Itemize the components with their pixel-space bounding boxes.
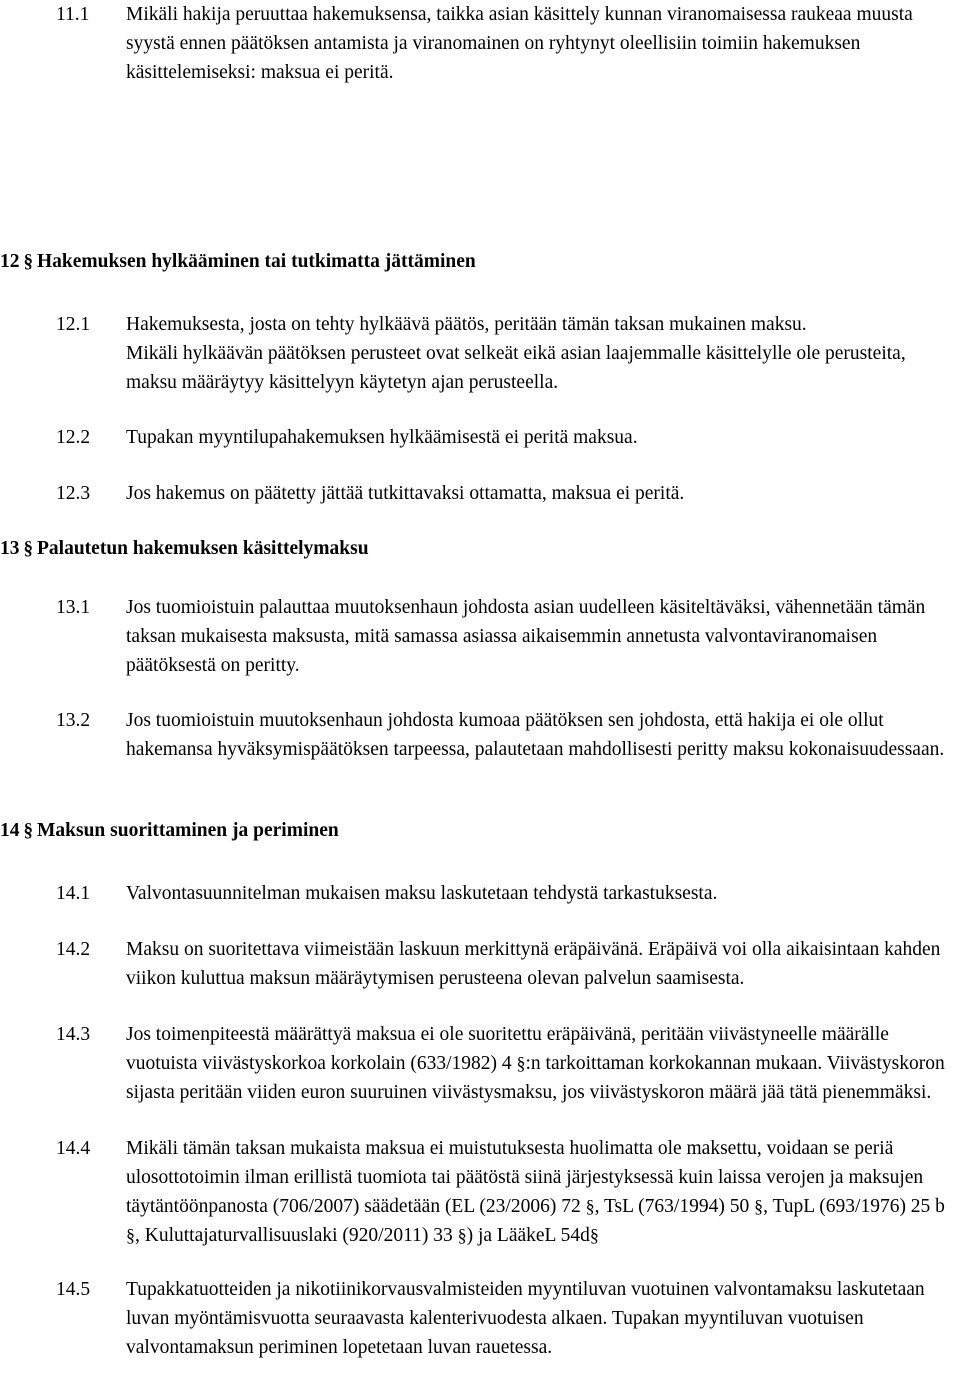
clause-number: 14.3 — [56, 1024, 91, 1045]
clause-number: 14.1 — [56, 883, 91, 904]
clause-text-part: ) ja LääkeL 54d — [466, 1225, 590, 1246]
clause-number: 14.2 — [56, 939, 91, 960]
clause-number: 12.3 — [56, 483, 91, 504]
clause-number: 11.1 — [56, 4, 90, 25]
heading-number: 12 — [0, 251, 20, 272]
section-sign-icon: § — [516, 1053, 526, 1073]
clause-text — [126, 1134, 956, 1250]
section-sign-icon: § — [585, 1196, 595, 1216]
clause-14-5 — [56, 1275, 956, 1362]
clause-text-part: , TsL (763/1994) 50 — [594, 1196, 755, 1217]
section-sign-icon: § — [589, 1225, 599, 1245]
clause-number: 12.1 — [56, 314, 91, 335]
clause-number: 13.2 — [56, 710, 91, 731]
section-sign-icon: § — [23, 538, 33, 559]
section-sign-icon: § — [457, 1225, 467, 1245]
clause-12-3 — [56, 479, 956, 508]
clause-text-part: , TupL (693/1976) 25 b — [763, 1196, 945, 1217]
heading-title: Palautetun hakemuksen käsittelymaksu — [37, 538, 369, 559]
clause-14-4 — [56, 1134, 956, 1250]
clause-number: 14.4 — [56, 1138, 91, 1159]
clause-14-1 — [56, 879, 956, 908]
section-sign-icon: § — [23, 820, 33, 841]
section-heading-14 — [0, 816, 339, 845]
clause-text: Tupakan myyntilupahakemuksen hylkäämisestä ei peritä maksua. — [126, 427, 638, 448]
clause-14-3 — [56, 1020, 956, 1107]
clause-text-continued: Mikäli hylkäävän päätöksen perusteet ovat selkeät eikä asian laajemmalle käsittelylle ole perusteita, maksu määräytyy käsittelyyn käytetyn ajan perusteella. — [126, 343, 906, 393]
clause-12-1 — [56, 310, 956, 397]
clause-text: Jos tuomioistuin muutoksenhaun johdosta kumoaa päätöksen sen johdosta, että hakija ei ole ollut hakemansa hyväksymispäätöksen tarpeessa, palautetaan mahdollisesti peritty maksu kokonaisuudessaan. — [126, 710, 945, 760]
clause-11-1 — [56, 0, 956, 87]
clause-text: Jos hakemus on päätetty jättää tutkittavaksi ottamatta, maksua ei peritä. — [126, 483, 685, 504]
clause-13-1 — [56, 593, 956, 680]
clause-text-part: , Kuluttajaturvallisuuslaki (920/2011) 33 — [135, 1225, 458, 1246]
section-heading-12 — [0, 247, 476, 276]
clause-text-part: Jos toimenpiteestä määrättyä maksua ei ole suoritettu eräpäivänä, peritään viivästyneelle määrälle vuotuista viivästyskorkoa korkolain (633/1982) 4 — [126, 1024, 889, 1074]
clause-text: Valvontasuunnitelman mukaisen maksu laskutetaan tehdystä tarkastuksesta. — [126, 883, 718, 904]
heading-title: Hakemuksen hylkääminen tai tutkimatta jättäminen — [37, 251, 476, 272]
heading-number: 13 — [0, 538, 20, 559]
heading-title: Maksun suorittaminen ja periminen — [37, 820, 339, 841]
section-sign-icon: § — [754, 1196, 764, 1216]
clause-text-part: Mikäli tämän taksan mukaista maksua ei muistutuksesta huolimatta ole maksettu, voidaan se periä ulosottotoimin ilman erillistä tuomiota tai päätöstä siinä järjestyksessä kuin laissa verojen ja maksujen täytäntöönpanosta (706/2007) säädetään (EL (23/2006) 72 — [126, 1138, 924, 1217]
clause-12-2 — [56, 423, 956, 452]
clause-text: Hakemuksesta, josta on tehty hylkäävä päätös, peritään tämän taksan mukainen maksu. — [126, 314, 807, 335]
section-heading-13 — [0, 534, 369, 563]
section-sign-icon: § — [126, 1225, 135, 1245]
clause-number: 14.5 — [56, 1279, 91, 1300]
clause-text — [126, 1020, 956, 1107]
clause-14-2 — [56, 935, 956, 993]
clause-text: Tupakkatuotteiden ja nikotiinikorvausvalmisteiden myyntiluvan vuotuinen valvontamaksu laskutetaan luvan myöntämisvuotta seuraavasta kalenterivuodesta alkaen. Tupakan myyntiluvan vuotuisen valvontamaksun periminen lopetetaan luvan rauetessa. — [126, 1279, 925, 1358]
clause-number: 13.1 — [56, 597, 91, 618]
clause-number: 12.2 — [56, 427, 91, 448]
clause-text-part: :n tarkoittaman korkokannan mukaan. Viivästyskoron sijasta peritään viiden euron suuruinen viivästysmaksu, jos viivästyskoron määrä jää tätä pienemmäksi. — [126, 1053, 945, 1103]
clause-text: Mikäli hakija peruuttaa hakemuksensa, taikka asian käsittely kunnan viranomaisessa raukeaa muusta syystä ennen päätöksen antamista ja viranomainen on ryhtynyt oleellisiin toimiin hakemuksen käsittelemiseksi: maksua ei peritä. — [126, 4, 913, 83]
clause-text: Jos tuomioistuin palauttaa muutoksenhaun johdosta asian uudelleen käsiteltäväksi, vähennetään tämän taksan mukaisesta maksusta, mitä samassa asiassa aikaisemmin annetusta valvontaviranomaisen päätöksestä on peritty. — [126, 597, 926, 676]
heading-number: 14 — [0, 820, 20, 841]
clause-13-2 — [56, 706, 956, 764]
section-sign-icon: § — [23, 251, 33, 272]
clause-text: Maksu on suoritettava viimeistään laskuun merkittynä eräpäivänä. Eräpäivä voi olla aikaisintaan kahden viikon kuluttua maksun määräytymisen perusteena olevan palvelun saamisesta. — [126, 939, 941, 989]
